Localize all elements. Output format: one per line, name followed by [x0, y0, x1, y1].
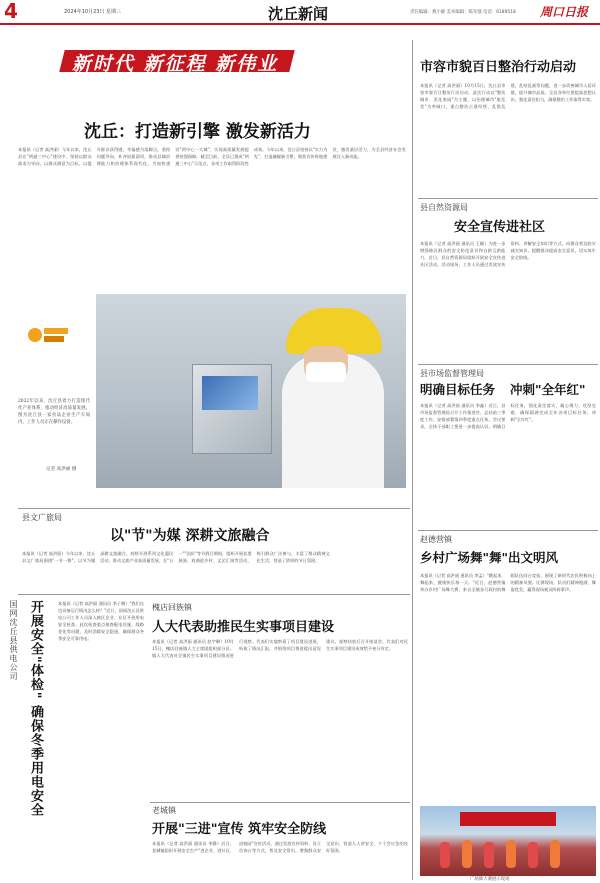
square-section-label: 赵德营镇: [420, 535, 452, 544]
lead-headline: 沈丘：打造新引擎 激发新活力: [84, 122, 311, 142]
congress-body: 本报讯（记者 高洪丽 通讯员 赵宇琳）10月15日，槐店回族镇人大主席团组织部分县、镇人大代表对全镇民生实事项目建设情况进行视察。代表们实地察看了项目建设进展，听取了情况汇报，并围绕项目推进提出意见建议。视察结束后召开座谈会，代表们对民生实事项目建设成效给予充分肯定。: [152, 639, 408, 658]
power-body: 本报讯（记者 高洪丽 通讯员 李子腾）"我们这边设备运行情况怎么样？"近日，国网沈丘县供电公司工作人员深入辖区企业、社区开展用电安全检查。此次检查重点排查配电设施、线路老化等问题，及时消除安全隐患，确保群众冬季安全可靠用电。: [58, 601, 144, 641]
dancer: [462, 840, 472, 868]
dancer: [484, 842, 494, 868]
congress-section-label: 槐店回族镇: [152, 603, 192, 612]
column-divider: [412, 40, 413, 880]
editor-line: 责任编辑：燕小静 美术编辑：陈军强 电话：6189518: [410, 10, 516, 15]
congress-headline: 人大代表助推民生实事项目建设: [152, 620, 335, 635]
dance-photo: [420, 806, 596, 876]
city-body: 本报讯（记者 高洪丽）10月15日，沈丘县市容市貌百日整治行动启动。此次行动以"整治城市、美化家园"为主题，以治理城市"脏乱差"为突破口，重点整治占道经营、乱搭乱建、乱贴乱画等问题，进一步改善城市人居环境，提升城市品质。全县各单位要提高思想认识，强化责任担当，确保整治工作取得实效。: [420, 83, 596, 109]
page-number: 4: [4, 0, 18, 23]
power-headline: 开展安全"体检" 确保冬季用电安全: [28, 600, 43, 818]
lead-body: 本报讯（记者 高洪丽）今年以来，沈丘县在"两通三中心"建设中，坚持以群众需求为导向，以群众满意为目标，以提升群众获得感、幸福感为落脚点，坚持问题导向，补齐短板弱项，推动县域治理能力和治理体系现代化，为加快建设"两中心一大城"、实现高质量发展提供坚强保障。截至目前，全县已建成"两通三中心"示范点，各项工作取得阶段性成效。今年以来，沈丘县坚持以"实力为先"，打造融媒新引擎，聚焦宣传阵地建设，激发基层活力，为全县经济社会发展注入新动能。: [18, 147, 406, 166]
divider: [418, 530, 598, 531]
city-headline: 市容市貌百日整治行动启动: [420, 60, 577, 75]
photo-caption: 2022年以来，沈丘县着力打造现代化产业体系，推动经济高质量发展。图为沈丘县一家食品企业生产车间内，工作人员正在操作设备。: [18, 399, 90, 425]
power-section-label: 国网沈丘县供电公司: [9, 600, 18, 681]
laocheng-headline: 开展"三进"宣传 筑牢安全防线: [152, 822, 327, 837]
dancer: [528, 842, 538, 868]
newspaper-logo: 周口日报: [540, 5, 589, 19]
photo-credit: 记者 高洪丽 摄: [46, 467, 77, 472]
divider: [18, 508, 410, 509]
culture-body: 本报讯（记者 高洪丽）今年以来，沈丘县文广旅局围绕"一节一赛"，以节为媒深耕文旅融合，持续开展系列文化惠民活动，推动文旅产业高质量发展。在"五一""国庆"等节假日期间，组织开展非遗展演、戏曲进乡村、文艺汇演等活动，吸引群众广泛参与，丰富了群众精神文化生活，营造了浓厚的节日氛围。: [22, 551, 330, 563]
laocheng-body: 本报讯（记者 高洪丽 通讯员 李静）近日，老城镇组织开展安全生产"进企业、进社区、进校园"宣传活动，通过发放宣传资料、设立咨询台等方式，普及安全常识，增强群众安全意识，营造人人讲安全、个个会应急的良好氛围。: [152, 841, 408, 853]
masthead-divider: [0, 23, 600, 25]
laocheng-section-label: 老城镇: [152, 806, 176, 815]
dancer: [550, 840, 560, 868]
firefight-body: 本报讯（记者 高洪丽 通讯员 王颖）为进一步增强辖区群众的安全防范意识和自救互救能力，近日，县自然资源局组织开展安全宣传进社区活动。活动现场，工作人员通过发放宣传资料、讲解安全知识等方式，向群众普及防灾减灾知识，提醒群众提高安全意识，切实筑牢安全防线。: [420, 241, 596, 267]
culture-section-label: 县文广旅局: [22, 513, 62, 522]
vision-logo: [28, 326, 74, 350]
market-section-label: 县市场监督管理局: [420, 369, 484, 378]
market-headline-b: 冲刺"全年红": [510, 382, 586, 397]
worker-mask: [306, 362, 346, 382]
banner: [28, 40, 388, 84]
divider: [418, 198, 598, 199]
factory-photo: [96, 294, 406, 488]
divider: [150, 802, 410, 803]
culture-headline: 以"节"为媒 深耕文旅融合: [110, 528, 270, 544]
firefight-section-label: 县自然资源局: [420, 203, 468, 212]
firefight-headline: 安全宣传进社区: [454, 220, 546, 235]
divider: [418, 364, 598, 365]
square-body: 本报讯（记者 高洪丽 通讯员 李孟）"跳起来、舞起来，健康快乐每一天。"近日，赵德营镇举办乡村广场舞大赛，来自全镇各行政村的舞蹈队伍同台竞技，展现了新时代农民积极向上的精神风貌。比赛现场，队员们精神饱满、舞姿优美，赢得现场观众阵阵掌声。: [420, 573, 596, 592]
vision-icon: [44, 328, 68, 334]
vision-icon: [44, 336, 64, 342]
dance-photo-caption: 广场舞大赛展示现场: [470, 877, 510, 882]
masthead: [0, 0, 600, 22]
stage-banner: [460, 812, 556, 826]
market-headline-a: 明确目标任务: [420, 382, 496, 397]
dancer: [506, 840, 516, 868]
square-headline: 乡村广场舞"舞"出文明风: [420, 550, 559, 565]
divider: [18, 594, 410, 595]
vision-icon: [28, 328, 42, 342]
issue-date: 2024年10月23日 星期三: [64, 9, 122, 15]
market-body: 本报讯（记者 高洪丽 通讯员 李鑫）近日，县市场监督管理局召开工作推进会，总结前三季度工作，安排部署第四季度重点任务。会议要求，全体干部职工要进一步提高认识，明确目标任务，强化责任落实，凝心聚力、攻坚克难，确保圆满完成全年各项目标任务，冲刺"全年红"。: [420, 403, 596, 429]
section-title: 沈丘新闻: [268, 5, 329, 23]
dancer: [440, 842, 450, 868]
control-screen: [202, 376, 258, 410]
banner-slogan: 新时代 新征程 新伟业: [72, 53, 279, 75]
